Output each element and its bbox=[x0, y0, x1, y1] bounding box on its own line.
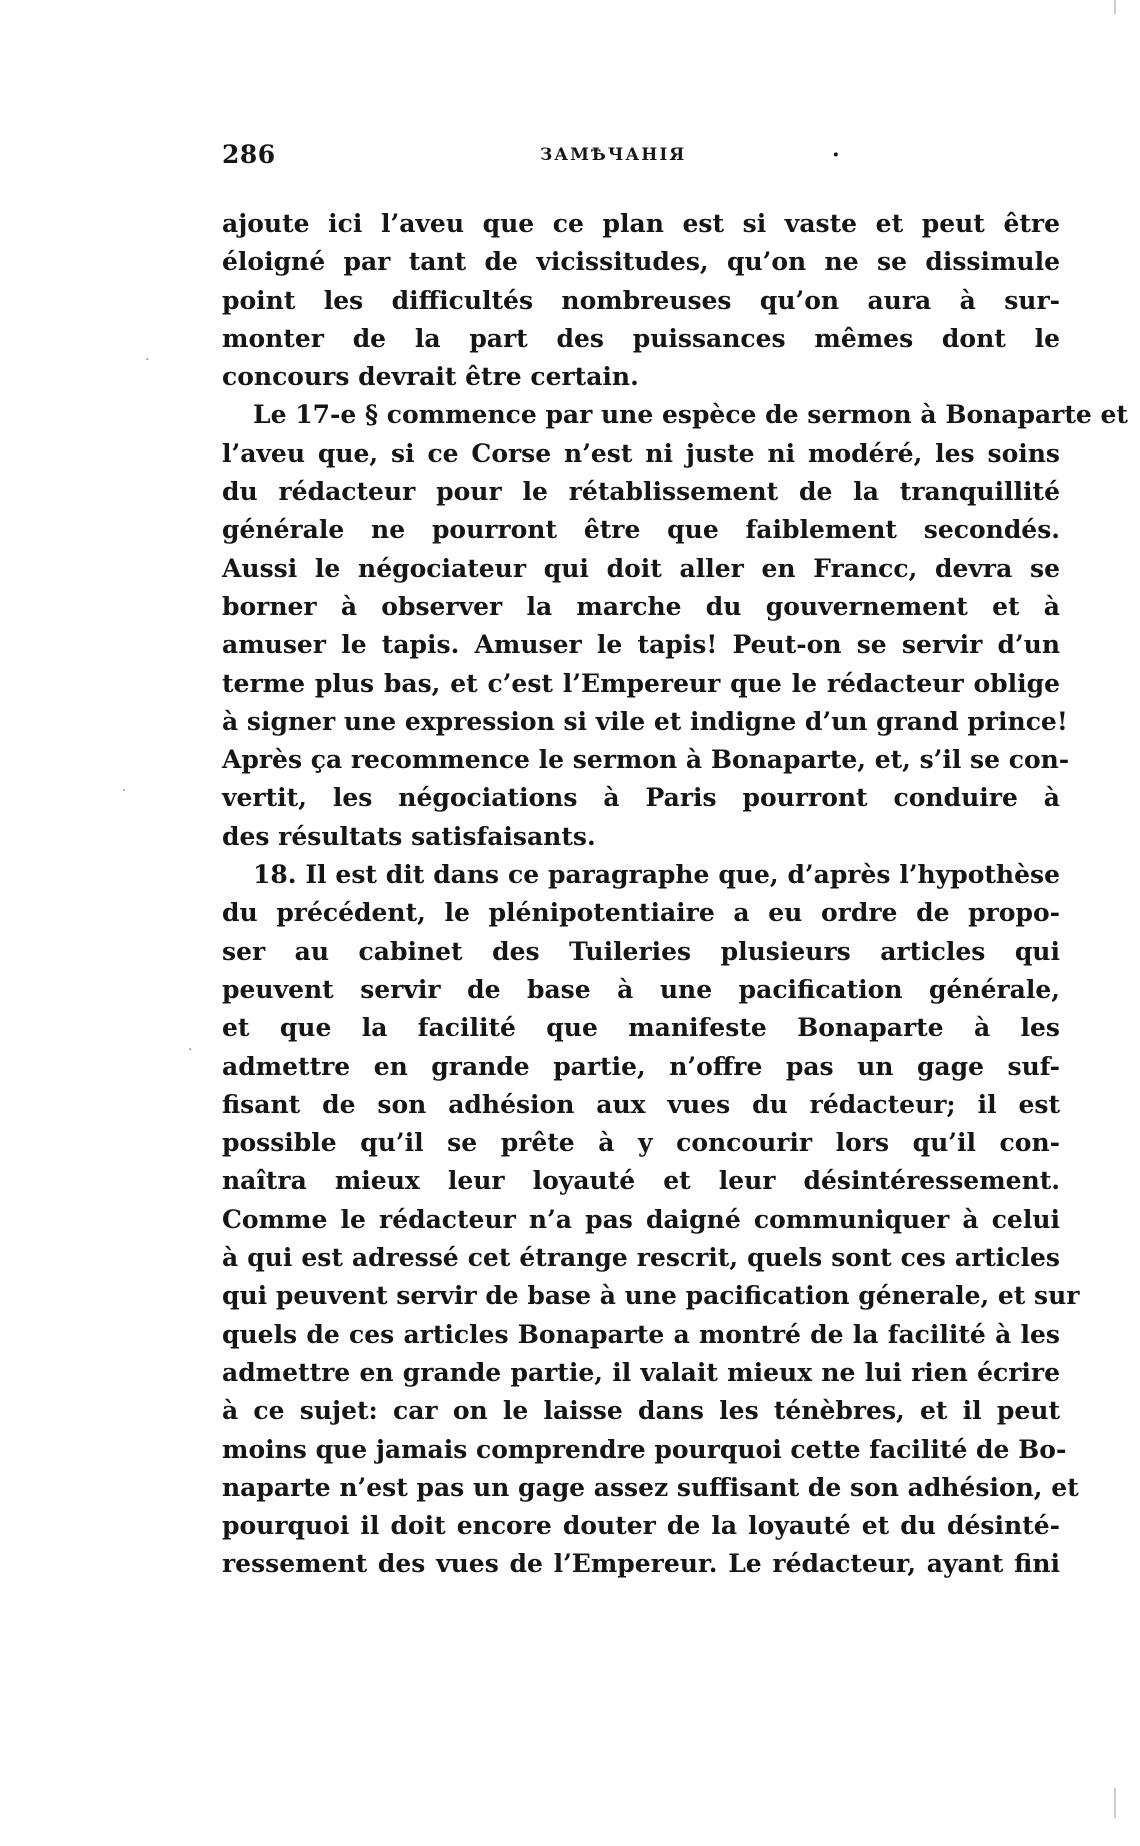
text-line: éloigné par tant de vicissitudes, qu’on ne se dissimule bbox=[222, 247, 1060, 277]
page-number: 286 bbox=[222, 140, 276, 169]
text-line: à signer une expression si vile et indigne d’un grand prince! bbox=[222, 706, 1068, 736]
text-line: pourquoi il doit encore douter de la loyauté et du désinté- bbox=[222, 1511, 1060, 1541]
text-line: Le 17-e § commence par une espèce de sermon à Bonaparte et bbox=[253, 400, 1128, 430]
text-line: naparte n’est pas un gage assez suffisant de son adhésion, et bbox=[222, 1472, 1079, 1502]
header-dot: · bbox=[832, 142, 840, 168]
scan-edge-line-bottom bbox=[1114, 1788, 1116, 1818]
running-title: ЗАМѢЧАНIЯ bbox=[540, 145, 687, 165]
text-line: à qui est adressé cet étrange rescrit, quels sont ces articles bbox=[222, 1243, 1060, 1273]
text-line: l’aveu que, si ce Corse n’est ni juste ni modéré, les soins bbox=[222, 438, 1060, 468]
text-line: des résultats satisfaisants. bbox=[222, 821, 596, 851]
text-line: à ce sujet: car on le laisse dans les ténèbres, et il peut bbox=[222, 1396, 1060, 1426]
text-line: fisant de son adhésion aux vues du rédacteur; il est bbox=[222, 1089, 1060, 1119]
text-line: 18. Il est dit dans ce paragraphe que, d’après l’hypothèse bbox=[253, 860, 1060, 890]
text-line: naîtra mieux leur loyauté et leur désintéressement. bbox=[222, 1166, 1060, 1196]
text-line: borner à observer la marche du gouvernement et à bbox=[222, 591, 1060, 621]
margin-mark: · bbox=[145, 352, 150, 368]
text-line: du précédent, le plénipotentiaire a eu ordre de propo- bbox=[222, 898, 1060, 928]
text-line: ser au cabinet des Tuileries plusieurs articles qui bbox=[222, 936, 1060, 966]
text-line: admettre en grande partie, n’offre pas un gage suf- bbox=[222, 1051, 1060, 1081]
text-line: moins que jamais comprendre pourquoi cette facilité de Bo- bbox=[222, 1434, 1067, 1464]
text-line: ressement des vues de l’Empereur. Le rédacteur, ayant fini bbox=[222, 1549, 1060, 1579]
body-text bbox=[222, 205, 1128, 1584]
text-line: ajoute ici l’aveu que ce plan est si vaste et peut être bbox=[222, 209, 1060, 238]
margin-mark: · bbox=[122, 783, 127, 799]
text-line: vertit, les négociations à Paris pourront conduire à bbox=[222, 783, 1060, 813]
text-line: Après ça recommence le sermon à Bonaparte, et, s’il se con- bbox=[222, 745, 1070, 775]
text-line: point les difficultés nombreuses qu’on aura à sur- bbox=[222, 285, 1060, 315]
text-line: admettre en grande partie, il valait mieux ne lui rien écrire bbox=[222, 1357, 1060, 1387]
scan-edge-line-top bbox=[1114, 0, 1116, 14]
text-line: générale ne pourront être que faiblement secondés. bbox=[222, 515, 1060, 545]
text-line: Comme le rédacteur n’a pas daigné communiquer à celui bbox=[222, 1204, 1060, 1234]
text-line: possible qu’il se prête à y concourir lors qu’il con- bbox=[222, 1128, 1060, 1158]
text-line: peuvent servir de base à une pacification générale, bbox=[222, 974, 1060, 1004]
text-line: et que la facilité que manifeste Bonaparte à les bbox=[222, 1013, 1060, 1043]
running-head bbox=[222, 140, 842, 176]
text-line: qui peuvent servir de base à une pacification génerale, et sur bbox=[222, 1281, 1080, 1311]
text-line: monter de la part des puissances mêmes dont le bbox=[222, 323, 1060, 353]
margin-mark: · bbox=[188, 1042, 193, 1058]
text-line: quels de ces articles Bonaparte a montré de la facilité à les bbox=[222, 1319, 1060, 1349]
text-line: concours devrait être certain. bbox=[222, 362, 639, 392]
text-line: Aussi le négociateur qui doit aller en Francc, devra se bbox=[222, 553, 1060, 583]
text-line: du rédacteur pour le rétablissement de la tranquillité bbox=[222, 477, 1060, 507]
text-line: terme plus bas, et c’est l’Empereur que le rédacteur oblige bbox=[222, 668, 1060, 698]
text-line: amuser le tapis. Amuser le tapis! Peut-on se servir d’un bbox=[222, 630, 1060, 660]
